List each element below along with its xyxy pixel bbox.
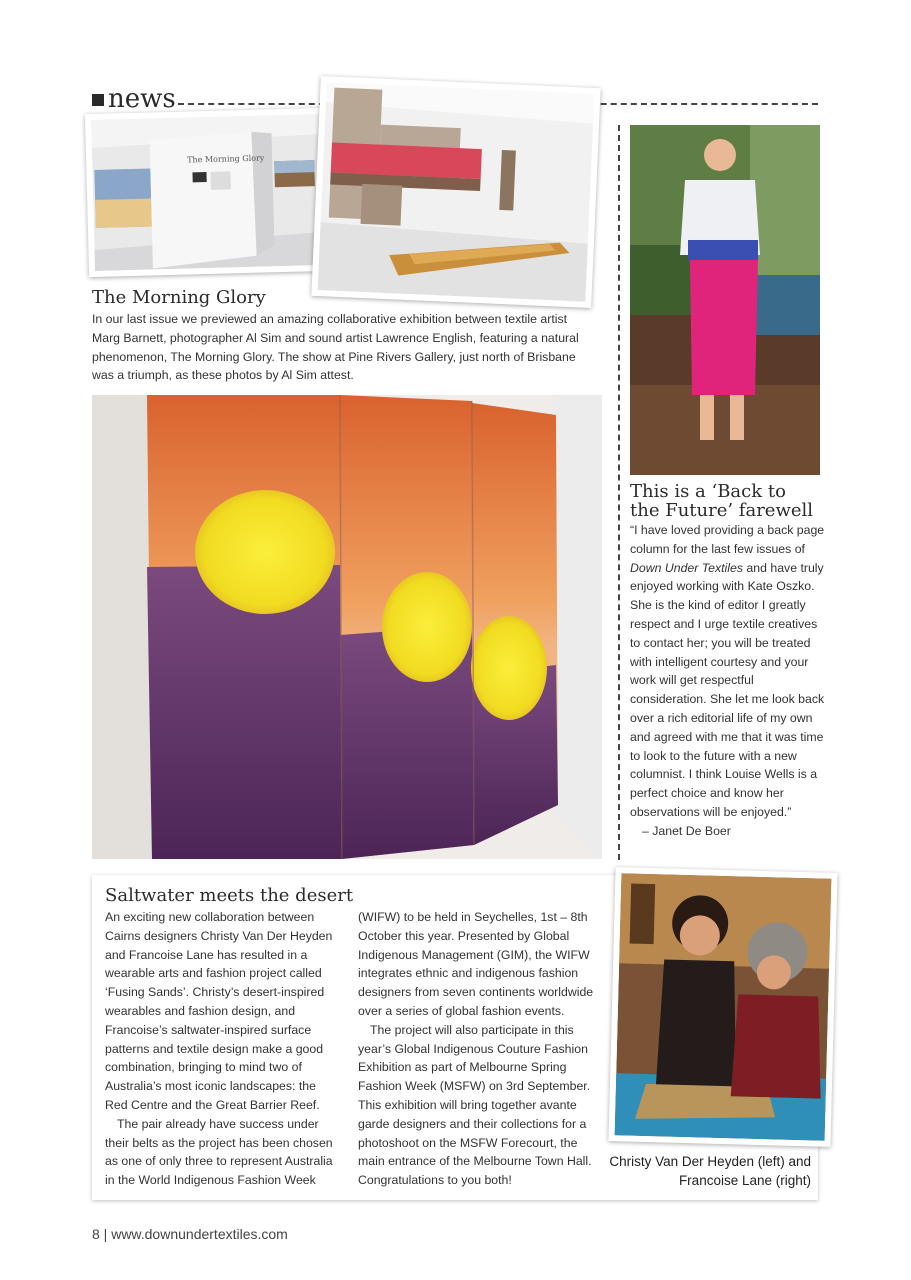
gallery-photo-2 (311, 76, 600, 308)
saltwater-column-2 (358, 908, 598, 1190)
janet-de-boer-photo (630, 125, 820, 475)
farewell-body (630, 521, 825, 841)
farewell-heading-line1: This is a ‘Back to (630, 481, 786, 502)
morning-glory-heading: The Morning Glory (92, 287, 266, 308)
designers-image (615, 873, 832, 1140)
square-bullet-icon (92, 94, 104, 106)
caption-line2: Francoise Lane (right) (678, 1173, 811, 1188)
farewell-heading-line2: the Future’ farewell (630, 500, 814, 521)
caption-line1: Christy Van Der Heyden (left) and (609, 1154, 811, 1169)
gallery-photo-1 (85, 108, 329, 277)
saltwater-col1-paragraph2: The pair already have success under their belts as the project has been chosen as one of only three to represent Australia in the World Indigenous Fashion Week (105, 1116, 333, 1188)
designers-photo (608, 867, 837, 1147)
saltwater-col1-paragraph1: An exciting new collaboration between Cairns designers Christy Van Der Heyden and Francoise Lane has resulted in a wearable arts and fashion project called ‘Fusing Sands’. Christy’s desert-inspired wearables and fashion design, and Francoise’s saltwater-inspired surface patterns and textile design make a good combination, bringing to mind two of Australia’s most iconic landscapes: the Red Centre and the Great Barrier Reef. (105, 910, 333, 1112)
textile-installation-image (318, 82, 595, 301)
farewell-text-part2: and have truly enjoyed working with Kate Oszko. She is the kind of editor I greatly respect and I urge textile creatives to contact her; you will be treated with intelligent courtesy and your work will get respectful consideration. She let me look back over a rich editorial life of my own and agreed with me that it was time to look to the future with a new columnist. I think Louise Wells is a perfect choice and know her observations will be enjoyed.” (630, 560, 825, 819)
section-label: news (92, 82, 176, 116)
magazine-name: Down Under Textiles (630, 560, 744, 575)
sun-textile-image (92, 395, 602, 859)
gallery-wall-text: The Morning Glory (187, 153, 265, 165)
saltwater-col2-paragraph1: (WIFW) to be held in Seychelles, 1st – 8th October this year. Presented by Global Indigenous Management (GIM), the WIFW integrates ethnic and indigenous fashion designers from seven continents worldwide over a series of global fashion events. (358, 910, 594, 1018)
gallery-wall-image (91, 114, 323, 271)
page-footer: 8 | www.downundertextiles.com (92, 1226, 288, 1242)
saltwater-col2-paragraph2: The project will also participate in this year’s Global Indigenous Couture Fashion Exhibition as part of Melbourne Spring Fashion Week (MSFW) on 3rd September. This exhibition will bring together avante garde designers and their collections for a photoshoot on the MSFW Forecourt, the main entrance of the Melbourne Town Hall. Congratulations to you both! (358, 1022, 592, 1188)
morning-glory-body: In our last issue we previewed an amazing collaborative exhibition between textile artist Marg Barnett, photographer Al Sim and sound artist Lawrence English, featuring a natural phenomenon, The Morning Glory. The show at Pine Rivers Gallery, just north of Brisbane was a triumph, as these photos by Al Sim attest. (92, 312, 579, 383)
farewell-signature: – Janet De Boer (642, 823, 731, 838)
portrait-image (630, 125, 820, 475)
farewell-heading (630, 482, 830, 520)
saltwater-heading: Saltwater meets the desert (105, 885, 354, 906)
designers-caption (608, 1152, 811, 1190)
column-dashed-divider (618, 125, 620, 860)
farewell-text-part1: “I have loved providing a back page column for the last few issues of (630, 523, 825, 556)
morning-glory-textile-photo (92, 395, 602, 859)
saltwater-column-1 (105, 908, 340, 1190)
